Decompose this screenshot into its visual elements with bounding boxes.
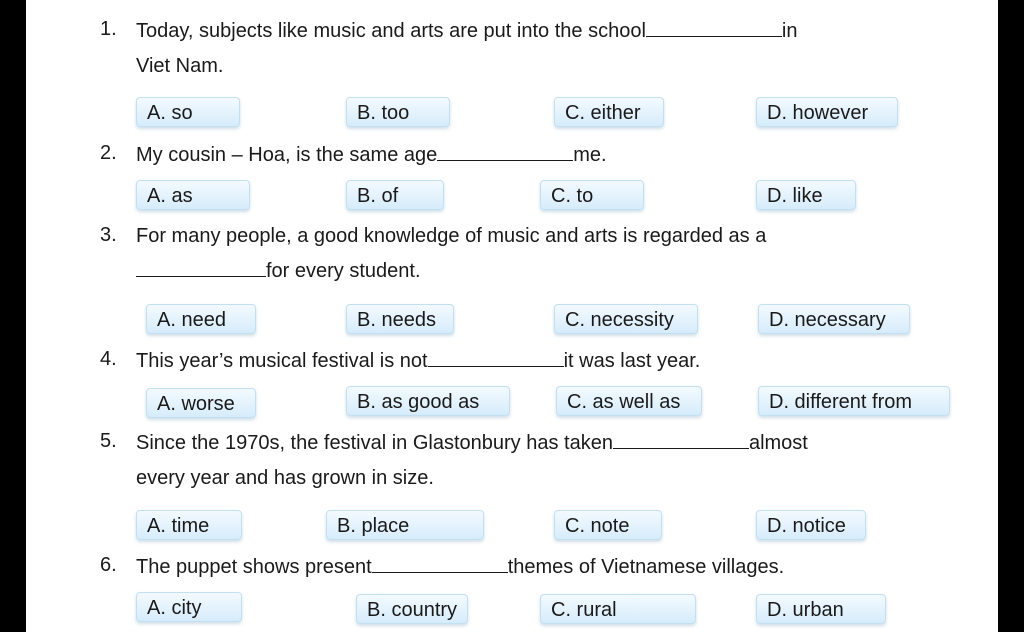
question-3-option-d[interactable]: D. necessary	[758, 304, 910, 334]
question-5-option-a[interactable]: A. time	[136, 510, 242, 540]
question-5-option-b[interactable]: B. place	[326, 510, 484, 540]
question-3-text-after: for every student.	[266, 260, 421, 282]
question-3-line-2	[136, 258, 421, 283]
question-6-option-b[interactable]: B. country	[356, 594, 468, 624]
question-1-line-2: Viet Nam.	[136, 55, 224, 77]
question-3-option-b[interactable]: B. needs	[346, 304, 454, 334]
question-4-blank[interactable]	[428, 348, 564, 367]
question-1-option-a[interactable]: A. so	[136, 97, 240, 127]
question-5-text	[136, 430, 808, 455]
question-4-number: 4.	[100, 348, 117, 370]
question-6-option-c[interactable]: C. rural	[540, 594, 696, 624]
question-2-text	[136, 142, 607, 167]
question-4-option-b[interactable]: B. as good as	[346, 386, 510, 416]
question-5-text-after: almost	[748, 432, 808, 454]
question-4-option-a[interactable]: A. worse	[146, 388, 256, 418]
question-3-option-a[interactable]: A. need	[146, 304, 256, 334]
question-2-option-b[interactable]: B. of	[346, 180, 444, 210]
question-6-blank[interactable]	[372, 554, 508, 573]
question-3-blank[interactable]	[136, 258, 266, 277]
question-2-text-after: me.	[573, 144, 607, 166]
question-1-text-after: in	[781, 20, 798, 42]
question-4-text-before: This year’s musical festival is not	[136, 350, 428, 372]
question-1-blank[interactable]	[646, 18, 782, 37]
question-5-option-c[interactable]: C. note	[554, 510, 662, 540]
question-5-text-before: Since the 1970s, the festival in Glastonbury has taken	[136, 432, 613, 454]
question-5-option-d[interactable]: D. notice	[756, 510, 866, 540]
question-6-option-a[interactable]: A. city	[136, 592, 242, 622]
worksheet-page	[26, 0, 998, 632]
question-5-number: 5.	[100, 430, 117, 452]
question-6-text	[136, 554, 784, 579]
question-1-option-c[interactable]: C. either	[554, 97, 664, 127]
question-6-text-after: themes of Vietnamese villages.	[507, 556, 785, 578]
question-2-option-d[interactable]: D. like	[756, 180, 856, 210]
question-4-option-d[interactable]: D. different from	[758, 386, 950, 416]
question-3-option-c[interactable]: C. necessity	[554, 304, 698, 334]
question-3-number: 3.	[100, 224, 117, 246]
question-5-blank[interactable]	[613, 430, 749, 449]
question-1-number: 1.	[100, 18, 117, 40]
question-1-option-b[interactable]: B. too	[346, 97, 450, 127]
question-6-option-d[interactable]: D. urban	[756, 594, 886, 624]
question-1-text-before: Today, subjects like music and arts are put into the school	[136, 20, 646, 42]
question-4-text-after: it was last year.	[563, 350, 701, 372]
question-2-text-before: My cousin – Hoa, is the same age	[136, 144, 438, 166]
question-6-number: 6.	[100, 554, 117, 576]
question-5-line-2: every year and has grown in size.	[136, 467, 434, 489]
question-3-text: For many people, a good knowledge of music and arts is regarded as a	[136, 225, 767, 247]
question-4-option-c[interactable]: C. as well as	[556, 386, 702, 416]
question-1-text	[136, 18, 797, 43]
question-6-text-before: The puppet shows present	[136, 556, 372, 578]
question-2-option-c[interactable]: C. to	[540, 180, 644, 210]
question-1-option-d[interactable]: D. however	[756, 97, 898, 127]
question-2-blank[interactable]	[437, 142, 573, 161]
question-2-option-a[interactable]: A. as	[136, 180, 250, 210]
question-4-text	[136, 348, 700, 373]
question-2-number: 2.	[100, 142, 117, 164]
